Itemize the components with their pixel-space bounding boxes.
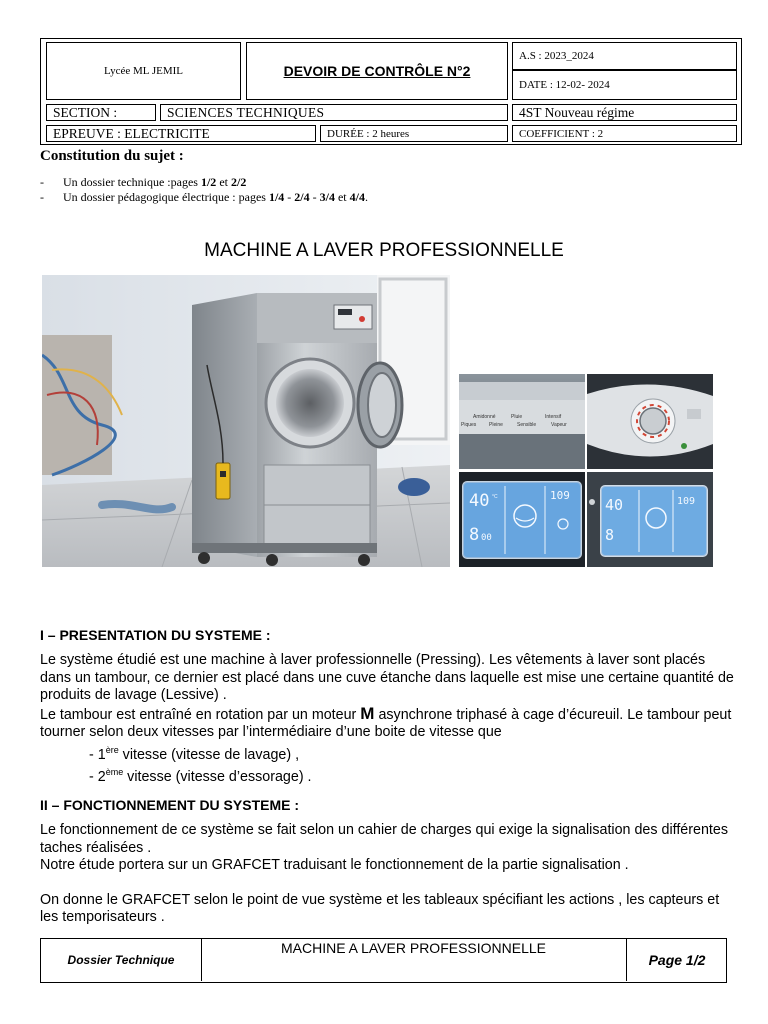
duration-cell	[320, 125, 508, 142]
coefficient-cell	[512, 125, 737, 142]
svg-text:Sensible: Sensible	[517, 422, 537, 428]
washing-machine-illustration	[42, 275, 450, 567]
school-year-cell	[512, 42, 737, 70]
school-name: Lycée ML JEMIL	[103, 65, 183, 77]
section-2-title: II – FONCTIONNEMENT DU SYSTEME :	[40, 797, 300, 813]
section-1-paragraph-1: Le système étudié est une machine à laver professionnelle (Pressing). Les vêtements à laver sont placés dans un tambour, ce dernier est placé dans une cuve étanche dans laquelle est mise une certaine quantité de produits de lavage (Lessive) .	[40, 652, 734, 703]
section-2-body	[40, 822, 740, 927]
section-value: SCIENCES TECHNIQUES	[167, 104, 325, 120]
section-2-paragraph-2: Notre étude portera sur un GRAFCET traduisant le fonctionnement de la partie signalisation .	[40, 857, 629, 873]
section-1-title: I – PRESENTATION DU SYSTEME :	[40, 627, 271, 643]
display-time-suffix: 00	[481, 533, 492, 543]
duration: DURÉE : 2 heures	[327, 127, 410, 140]
exam-date: DATE : 12-02- 2024	[519, 79, 610, 91]
constitution-title: Constitution du sujet :	[40, 148, 184, 164]
washing-machine-photo	[42, 275, 450, 567]
svg-text:Pluie: Pluie	[511, 414, 523, 420]
display-time-right: 8	[605, 526, 615, 544]
coefficient: COEFFICIENT : 2	[519, 127, 604, 140]
section-label: SECTION :	[53, 104, 118, 120]
speed-item-1: - 1ère vitesse (vitesse de lavage) ,	[89, 744, 300, 763]
section-1-paragraph-2: Le tambour est entraîné en rotation par un moteur M asynchrone triphasé à cage d’écureuil. Le tambour peut tourner selon deux vitesses par l’intermédiaire d’une boite de vitesse que	[40, 703, 732, 740]
program-dial-photo	[587, 374, 713, 469]
svg-text:Intensif: Intensif	[545, 414, 562, 420]
display-time: 8	[469, 525, 480, 545]
footer-page-number: Page 1/2	[648, 952, 706, 968]
subject: EPREUVE : ELECTRICITE	[53, 125, 210, 141]
subject-cell	[46, 125, 316, 142]
constitution-item-1: - Un dossier technique :pages 1/2 et 2/2	[40, 175, 247, 189]
section-2-paragraph-3: On donne le GRAFCET selon le point de vue système et les tableaux spécifiant les actions , les capteurs et les temporisateurs .	[40, 891, 720, 925]
section-value-cell	[160, 104, 508, 121]
speed-item-2: - 2ème vitesse (vitesse d’essorage) .	[89, 766, 312, 785]
school-cell	[46, 42, 241, 100]
main-title: MACHINE A LAVER PROFESSIONNELLE	[204, 240, 564, 261]
display-temp-right: 40	[605, 496, 624, 514]
exam-title-cell	[246, 42, 508, 100]
page-footer	[40, 938, 727, 983]
display-temp-unit: °C	[492, 494, 498, 500]
display-counter: 109	[550, 489, 570, 502]
display-temp: 40	[469, 491, 490, 511]
date-cell	[512, 70, 737, 100]
panel-labels-top	[473, 414, 562, 420]
svg-text:Vapeur: Vapeur	[551, 422, 567, 428]
svg-text:Pleine: Pleine	[489, 422, 503, 428]
motor-symbol: M	[360, 703, 375, 723]
program-dial-illustration	[587, 374, 713, 469]
section-2-paragraph-1: Le fonctionnement de ce système se fait selon un cahier de charges qui exige la signalisation des différentes taches réalisées .	[40, 822, 728, 856]
control-buttons-photo	[459, 374, 585, 469]
section-1-body	[40, 652, 740, 786]
display-illustration-left	[459, 472, 585, 567]
display-counter-right: 109	[677, 496, 696, 507]
display-photo-left	[459, 472, 585, 567]
section-label-cell	[46, 104, 156, 121]
footer-title: MACHINE A LAVER PROFESSIONNELLE	[201, 939, 627, 981]
display-photo-right	[587, 472, 713, 567]
svg-text:Piques: Piques	[461, 422, 477, 428]
level-cell	[512, 104, 737, 121]
school-year: A.S : 2023_2024	[519, 50, 594, 62]
exam-title: DEVOIR DE CONTRÔLE N°2	[283, 63, 471, 79]
display-illustration-right	[587, 472, 713, 567]
constitution-item-2: - Un dossier pédagogique électrique : pages 1/4 - 2/4 - 3/4 et 4/4.	[40, 190, 368, 204]
control-buttons-illustration	[459, 374, 585, 469]
level: 4ST Nouveau régime	[519, 104, 635, 120]
svg-text:Amidonné: Amidonné	[473, 414, 496, 420]
footer-dossier-label: Dossier Technique	[41, 939, 202, 981]
